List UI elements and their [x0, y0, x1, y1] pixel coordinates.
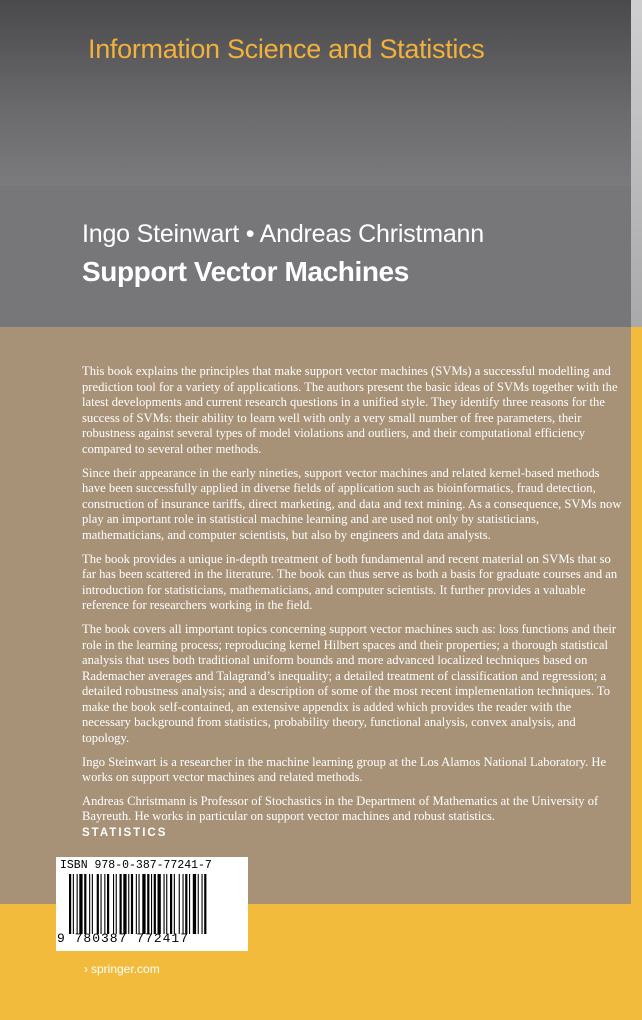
blurb-paragraph: The book provides a unique in-depth treatment of both fundamental and recent material on SVMs that so far has been scattered in the literature. The book can thus serve as both a basis for graduate courses and an introduction for statisticians, mathematicians, and computer scientists. It further provides a valuable reference for researchers working in the field. — [82, 551, 618, 613]
cover-top-band — [0, 0, 642, 186]
blurb-paragraph: Since their appearance in the early nineties, support vector machines and related kernel-based methods have been successfully applied in diverse fields of application such as bioinformatics, fraud detection, construction of insurance tariffs, direct marketing, and data and text mining. As a consequence, SVMs now play an important role in statistical machine learning and are used not only by statisticians, mathematicians, and computer scientists, but also by engineers and data analysts. — [82, 465, 622, 542]
spine-edge-accent — [631, 327, 642, 904]
author-bio: Ingo Steinwart is a researcher in the machine learning group at the Los Alamos National Laboratory. He works on support vector machines and related methods. — [82, 754, 607, 785]
isbn-label: ISBN 978-0-387-77241-7 — [60, 859, 212, 872]
author-bio: Andreas Christmann is Professor of Stochastics in the Department of Mathematics at the University of Bayreuth. He works in particular on support vector machines and robust statistics. — [82, 793, 599, 824]
blurb-paragraph: This book explains the principles that make support vector machines (SVMs) a successful modelling and prediction tool for a variety of applications. The authors present the basic ideas of SVMs together with the latest developments and current research questions in a unified style. They identify three reasons for the success of SVMs: their ability to learn well with only a very small number of free parameters, their robustness against several types of model violations and outliers, and their computational efficiency compared to several other methods. — [82, 364, 618, 456]
barcode — [56, 857, 248, 951]
blurb — [82, 364, 622, 833]
series-name: Information Science and Statistics — [88, 34, 485, 64]
website-label: springer.com — [91, 962, 160, 976]
blurb-paragraph: The book covers all important topics concerning support vector machines such as: loss functions and their role in the learning process; reproducing kernel Hilbert spaces and their properties; a thorough statistical analysis that uses both traditional uniform bounds and more advanced localized techniques based on Rademacher averages and Talagrand’s inequality; a detailed treatment of classification and regression; a detailed robustness analysis; and a description of some of the most recent implementation techniques. To make the book self-contained, an extensive appendix is added which provides the reader with the necessary background from statistics, probability theory, functional analysis, convex analysis, and topology. — [82, 621, 617, 746]
chevron-right-icon: › — [84, 962, 88, 976]
barcode-bars — [69, 874, 241, 934]
book-title: Support Vector Machines — [82, 256, 409, 287]
publisher-website — [84, 962, 160, 976]
book-authors: Ingo Steinwart • Andreas Christmann — [82, 220, 484, 248]
subject-label: STATISTICS — [82, 827, 168, 839]
barcode-digits: 9 780387 772417 — [57, 931, 190, 946]
spine-edge-top — [631, 0, 642, 327]
